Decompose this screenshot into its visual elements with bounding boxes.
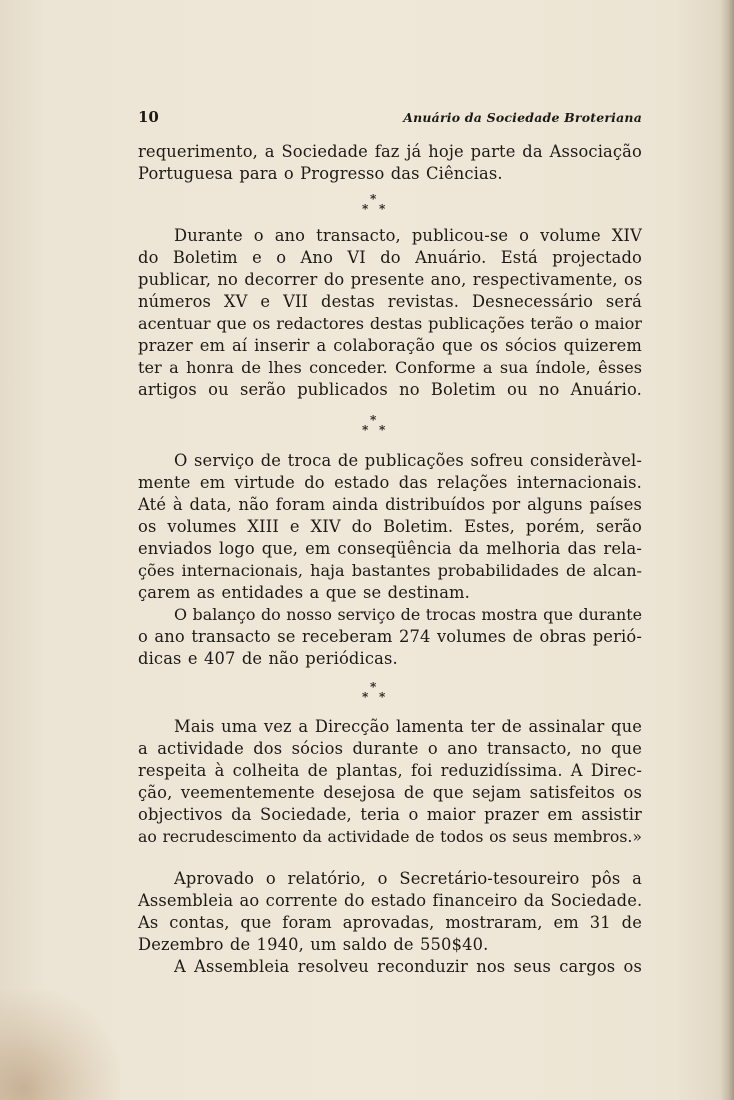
text-line: publicar, no decorrer do presente ano, respectivamente, os [138,270,643,289]
text-line: ter a honra de lhes conceder. Conforme a sua índole, êsses [138,358,642,377]
text-line: os volumes XIII e XIV do Boletim. Estes, porém, serão [138,517,642,536]
section-asterism [360,192,390,216]
text-line: artigos ou serão publicados no Boletim ou no Anuário. [138,380,642,399]
text-line: a actividade dos sócios durante o ano transacto, no que [138,739,642,758]
paragraph-block [138,868,642,978]
asterism-star: * [370,680,377,694]
paragraph-block [138,716,642,848]
text-line: números XV e VII destas revistas. Desnecessário será [138,292,642,311]
running-header [138,108,642,128]
asterism-star: * [362,423,369,437]
text-line: Assembleia ao corrente do estado financeiro da Sociedade. [138,891,643,910]
asterism-star: * [379,423,386,437]
text-line: o ano transacto se receberam 274 volumes de obras perió- [138,627,642,646]
text-line: Até à data, não foram ainda distribuídos por alguns países [138,495,642,514]
text-line: A Assembleia resolveu reconduzir nos seus cargos os [174,957,642,976]
text-line: As contas, que foram aprovadas, mostraram, em 31 de [138,913,642,932]
text-line: acentuar que os redactores destas publicações terão o maior [138,314,642,333]
text-line: O serviço de troca de publicações sofreu consideràvel- [174,451,642,470]
asterism-star: * [362,202,369,216]
text-line: çarem as entidades a que se destinam. [138,583,470,602]
text-line: ções internacionais, haja bastantes probabilidades de alcan- [138,561,642,580]
text-line: enviados logo que, em conseqüência da melhoria das rela- [138,539,642,558]
text-line: ção, veementemente desejosa de que sejam satisfeitos os [138,783,642,802]
text-line: dicas e 407 de não periódicas. [138,649,398,668]
text-line: Durante o ano transacto, publicou-se o volume XIV [174,226,642,245]
text-line: Mais uma vez a Direcção lamenta ter de assinalar que [174,717,642,736]
text-line: prazer em aí inserir a colaboração que os sócios quizerem [138,336,642,355]
asterism-star: * [370,413,377,427]
page-edge-shadow [720,0,734,1100]
text-line: requerimento, a Sociedade faz já hoje parte da Associação [138,142,642,161]
asterism-star: * [362,690,369,704]
text-line: do Boletim e o Ano VI do Anuário. Está projectado [138,248,642,267]
asterism-star: * [379,202,386,216]
paragraph-block [138,225,642,401]
text-line: Portuguesa para o Progresso das Ciências. [138,164,503,183]
section-asterism [360,680,390,704]
text-line: Dezembro de 1940, um saldo de 550$40. [138,935,489,954]
text-line: objectivos da Sociedade, teria o maior prazer em assistir [138,805,642,824]
text-line: Aprovado o relatório, o Secretário-tesoureiro pôs a [174,869,642,888]
text-line: ao recrudescimento da actividade de todos os seus membros.» [138,827,642,846]
asterism-star: * [370,192,377,206]
text-line: mente em virtude do estado das relações internacionais. [138,473,642,492]
page-number: 10 [138,108,159,126]
paragraph-block [138,141,642,185]
paper-stain [0,990,120,1100]
text-line: respeita à colheita de plantas, foi reduzidíssima. A Direc- [138,761,642,780]
journal-title: Anuário da Sociedade Broteriana [403,110,642,125]
asterism-star: * [379,690,386,704]
section-asterism [360,413,390,437]
paragraph-block [138,450,642,670]
text-line: O balanço do nosso serviço de trocas mostra que durante [174,605,642,624]
